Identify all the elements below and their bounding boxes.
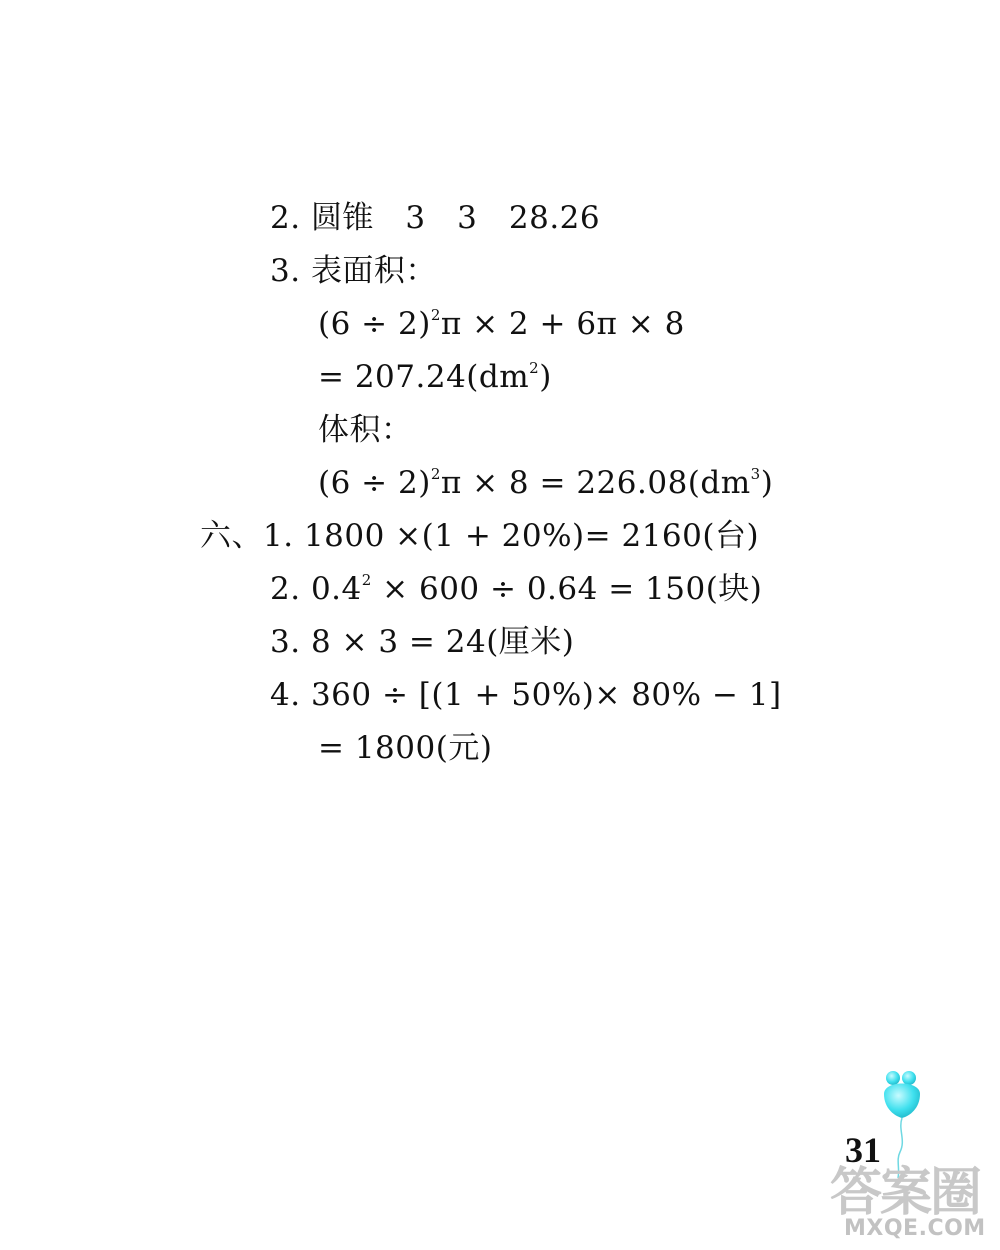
answer-text: 360 ÷ [(1 + 50%)× 80% − 1]: [310, 677, 782, 713]
surface-area-result: [318, 357, 552, 397]
item-number: 3.: [270, 253, 301, 289]
answer-line-6-3: [270, 622, 574, 662]
answer-text: 表面积：: [310, 253, 437, 289]
watermark: [830, 1150, 1000, 1250]
surface-area-formula: [318, 304, 685, 344]
answer-line-2-cone: [270, 198, 600, 238]
watermark-site: MXQE.COM: [844, 1216, 986, 1241]
formula-part: π × 2 + 6π × 8: [440, 306, 685, 342]
formula-part: × 600 ÷ 0.64 = 150(块): [371, 571, 763, 607]
formula-part: 0.4: [310, 571, 362, 607]
answer-line-6-4: [270, 675, 782, 715]
answer-line-6-1: [200, 516, 759, 556]
item-number: 2.: [270, 571, 301, 607]
page-number: 31: [845, 1130, 881, 1170]
volume-formula: [318, 463, 773, 503]
exponent: 2: [430, 306, 441, 324]
formula-part: (6 ÷ 2): [318, 306, 431, 342]
section-item-number: 六、1.: [200, 518, 294, 554]
answer-text: = 1800(元): [318, 730, 493, 766]
item-number: 3.: [270, 624, 301, 660]
answer-line-6-2: [270, 569, 762, 609]
watermark-logo: 答案圈: [830, 1163, 981, 1223]
exponent: 2: [361, 571, 372, 589]
exponent: 2: [529, 359, 540, 377]
answer-text: 1800 ×(1 + 20%)= 2160(台): [303, 518, 760, 554]
formula-part: ): [760, 465, 774, 501]
exponent: 3: [750, 465, 761, 483]
formula-part: (6 ÷ 2): [318, 465, 431, 501]
answer-line-3-surface-area: [270, 251, 437, 291]
answer-text: 8 × 3 = 24(厘米): [310, 624, 575, 660]
answer-text: 体积：: [318, 412, 413, 448]
volume-label: [318, 410, 413, 450]
answer-text: 圆锥 3 3 28.26: [310, 200, 601, 236]
item-number: 4.: [270, 677, 301, 713]
answer-line-6-4-result: [318, 728, 492, 768]
exponent: 2: [430, 465, 441, 483]
item-number: 2.: [270, 200, 301, 236]
result-part: ): [539, 359, 552, 395]
result-part: = 207.24(dm: [318, 359, 530, 395]
formula-part: π × 8 = 226.08(dm: [440, 465, 751, 501]
